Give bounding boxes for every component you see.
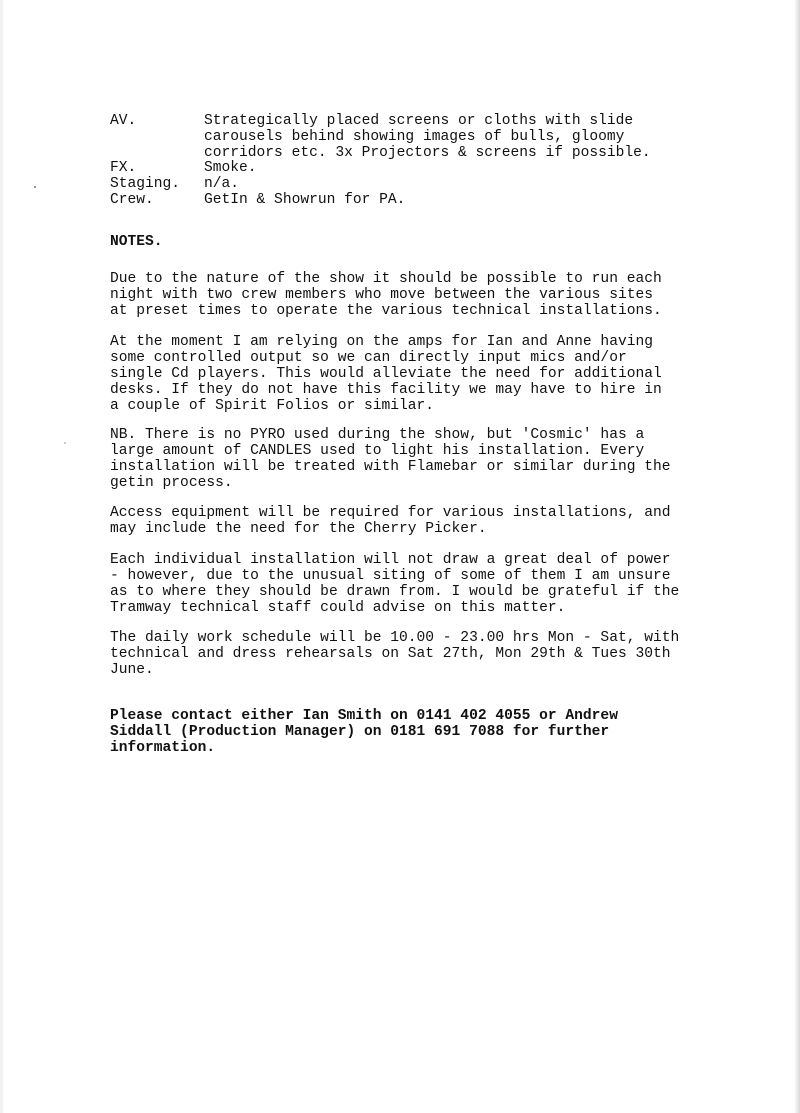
notes-paragraph <box>110 428 710 492</box>
scan-speck <box>34 186 36 188</box>
tech-text <box>204 114 710 161</box>
text-line: as to where they should be drawn from. I would be grateful if the <box>110 583 680 600</box>
text-line: at preset times to operate the various technical installations. <box>110 302 662 319</box>
text-line: single Cd players. This would alleviate the need for additional <box>110 365 662 382</box>
notes-paragraph <box>110 272 710 320</box>
text-line: Each individual installation will not draw a great deal of power <box>110 552 671 568</box>
text-line: Tramway technical staff could advise on this matter. <box>110 599 566 616</box>
text-line: getin process. <box>110 474 233 491</box>
text-line: At the moment I am relying on the amps for Ian and Anne having <box>110 334 653 350</box>
text-line: Access equipment will be required for various installations, and <box>110 505 671 521</box>
tech-row-fx <box>110 161 710 177</box>
text-line: information. <box>110 739 216 756</box>
text-line: desks. If they do not have this facility we may have to hire in <box>110 381 662 398</box>
text-line: may include the need for the Cherry Picker. <box>110 520 487 537</box>
text-line: Please contact either Ian Smith on 0141 402 4055 or Andrew <box>110 708 618 724</box>
text-line: corridors etc. 3x Projectors & screens if possible. <box>204 144 651 161</box>
text-line: June. <box>110 661 154 678</box>
tech-text <box>204 177 710 193</box>
tech-label: Crew. <box>110 191 154 208</box>
text-line: Smoke. <box>204 160 257 177</box>
page-left-edge <box>0 0 3 1113</box>
scan-speck <box>64 442 66 444</box>
text-line: technical and dress rehearsals on Sat 27th, Mon 29th & Tues 30th <box>110 645 671 662</box>
text-line: - however, due to the unusual siting of some of them I am unsure <box>110 567 671 584</box>
text-line: carousels behind showing images of bulls, gloomy <box>204 128 625 145</box>
tech-label: Staging. <box>110 176 181 193</box>
tech-row-staging <box>110 177 710 193</box>
contact-paragraph <box>110 709 710 757</box>
text-line: some controlled output so we can directly input mics and/or <box>110 349 627 366</box>
text-line: a couple of Spirit Folios or similar. <box>110 397 435 414</box>
page-right-edge <box>794 0 800 1113</box>
text-line: large amount of CANDLES used to light his installation. Every <box>110 442 645 459</box>
text-line: Strategically placed screens or cloths with slide <box>204 113 634 129</box>
tech-row-crew <box>110 193 710 209</box>
text-line: n/a. <box>204 176 240 193</box>
notes-paragraph <box>110 506 710 538</box>
notes-paragraph <box>110 631 710 679</box>
text-line: Siddall (Production Manager) on 0181 691 7088 for further <box>110 723 610 740</box>
tech-row-av <box>110 114 710 161</box>
tech-text <box>204 161 710 177</box>
text-line: NB. There is no PYRO used during the show, but 'Cosmic' has a <box>110 427 645 443</box>
technical-requirements <box>110 114 710 209</box>
text-line: Due to the nature of the show it should be possible to run each <box>110 271 662 287</box>
tech-label: FX. <box>110 160 137 177</box>
tech-text <box>204 193 710 209</box>
text-line: GetIn & Showrun for PA. <box>204 191 406 208</box>
notes-paragraph <box>110 553 710 617</box>
tech-label: AV. <box>110 113 137 129</box>
text-line: installation will be treated with Flamebar or similar during the <box>110 458 671 475</box>
notes-paragraph <box>110 335 710 415</box>
text-line: night with two crew members who move between the various sites <box>110 286 653 303</box>
notes-heading: NOTES. <box>110 234 163 250</box>
text-line: The daily work schedule will be 10.00 - 23.00 hrs Mon - Sat, with <box>110 630 680 646</box>
